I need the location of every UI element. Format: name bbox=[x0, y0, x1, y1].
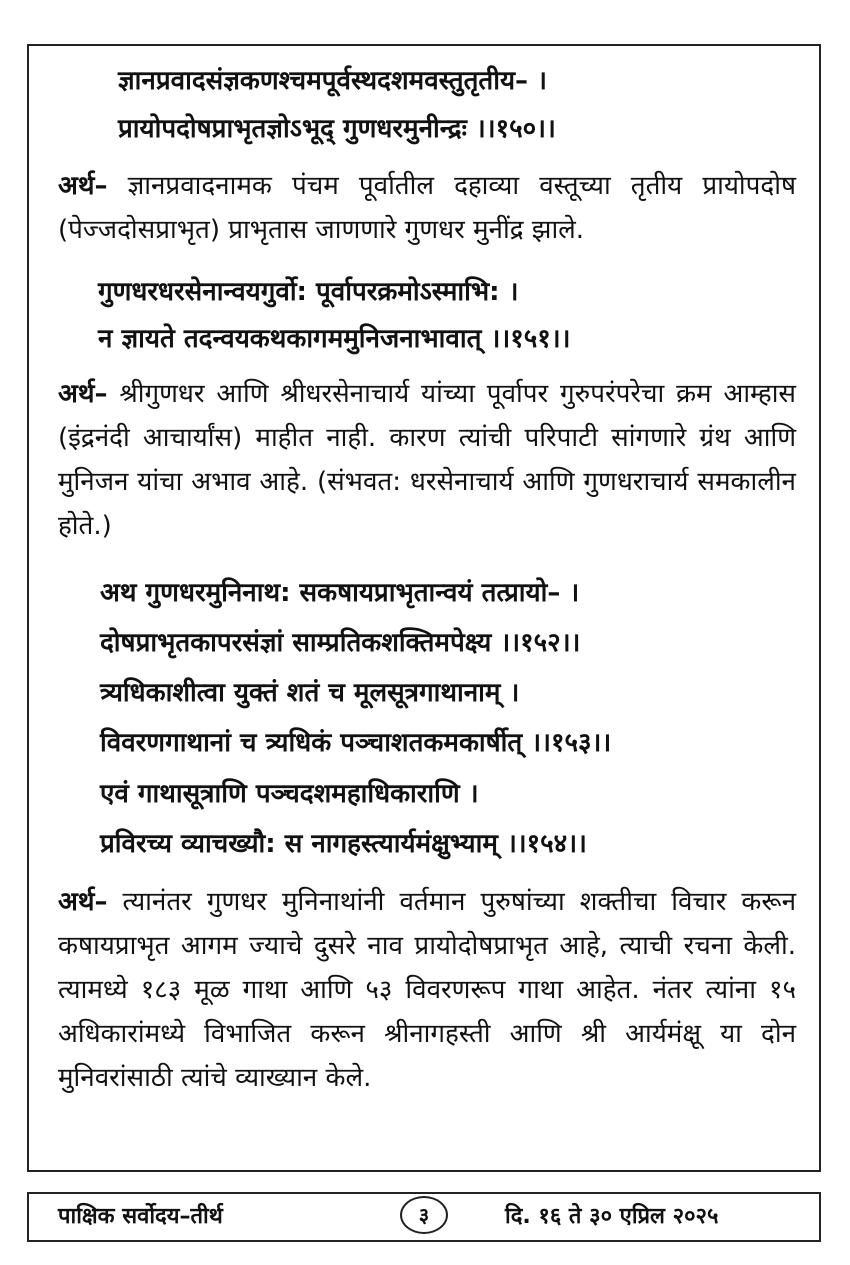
verse-153-line-2: विवरणगाथानां च त्र्यधिकं पञ्चाशतकमकार्षीत् ।।१५३।। bbox=[100, 728, 612, 758]
verse-154-line-1: एवं गाथासूत्राणि पञ्चदशमहाधिकाराणि । bbox=[100, 779, 479, 809]
meaning-152-154 bbox=[58, 880, 796, 1100]
verse-154-line-2: प्रविरच्य व्याचख्यौ: स नागहस्त्यार्यमंक्षुभ्याम् ।।१५४।। bbox=[100, 829, 587, 859]
verse-152-line-1: अथ गुणधरमुनिनाथ: सकषायप्राभृतान्वयं तत्प्रायो– । bbox=[100, 578, 580, 608]
meaning-text: त्यानंतर गुणधर मुनिनाथांनी वर्तमान पुरुषांच्या शक्तीचा विचार करून कषायप्राभृत आगम ज्याचे दुसरे नाव प्रायोदोषप्राभृत आहे, त्याची रचना केली. त्यामध्ये १८३ मूळ गाथा आणि ५३ विवरणरूप गाथा आहेत. नंतर त्यांना १५ अधिकारांमध्ये विभाजित करून श्रीनागहस्ती आणि श्री आर्यमंक्षू या दोन मुनिवरांसाठी त्यांचे व्याख्यान केले. bbox=[58, 887, 796, 1093]
publication-name: पाक्षिक सर्वोदय–तीर्थ bbox=[58, 1204, 223, 1229]
verse-150-line-1: ज्ञानप्रवादसंज्ञकणश्चमपूर्वस्थदशमवस्तुतृतीय– । bbox=[118, 66, 547, 96]
verse-150-line-2: प्रायोपदोषप्राभृतज्ञोऽभूद् गुणधरमुनीन्द्रः ।।१५०।। bbox=[118, 114, 556, 144]
verse-151-line-1: गुणधरधरसेनान्वयगुर्वो: पूर्वापरक्रमोऽस्माभि: । bbox=[98, 277, 519, 307]
verse-151-line-2: न ज्ञायते तदन्वयकथकागममुनिजनाभावात् ।।१५१।। bbox=[98, 324, 571, 354]
meaning-151 bbox=[58, 372, 796, 548]
page-number: ३ bbox=[400, 1196, 448, 1234]
verse-152-line-2: दोषप्राभृतकापरसंज्ञां साम्प्रतिकशक्तिमपेक्ष्य ।।१५२।। bbox=[100, 628, 581, 658]
issue-date: दि. १६ ते ३० एप्रिल २०२५ bbox=[505, 1204, 719, 1229]
meaning-text: श्रीगुणधर आणि श्रीधरसेनाचार्य यांच्या पूर्वापर गुरुपरंपरेचा क्रम आम्हास (इंद्रनंदी आचार्यांस) माहीत नाही. कारण त्यांची परिपाटी सांगणारे ग्रंथ आणि मुनिजन यांचा अभाव आहे. (संभवत: धरसेनाचार्य आणि गुणधराचार्य समकालीन होते.) bbox=[58, 379, 796, 541]
meaning-label: अर्थ– bbox=[58, 379, 108, 409]
meaning-150 bbox=[58, 164, 796, 252]
meaning-label: अर्थ– bbox=[58, 887, 108, 917]
meaning-text: ज्ञानप्रवादनामक पंचम पूर्वातील दहाव्या वस्तूच्या तृतीय प्रायोपदोष (पेज्जदोसप्राभृत) प्राभृतास जाणणारे गुणधर मुनींद्र झाले. bbox=[58, 171, 796, 245]
verse-153-line-1: त्र्यधिकाशीत्वा युक्तं शतं च मूलसूत्रगाथानाम् । bbox=[100, 678, 520, 708]
meaning-label: अर्थ– bbox=[58, 171, 108, 201]
